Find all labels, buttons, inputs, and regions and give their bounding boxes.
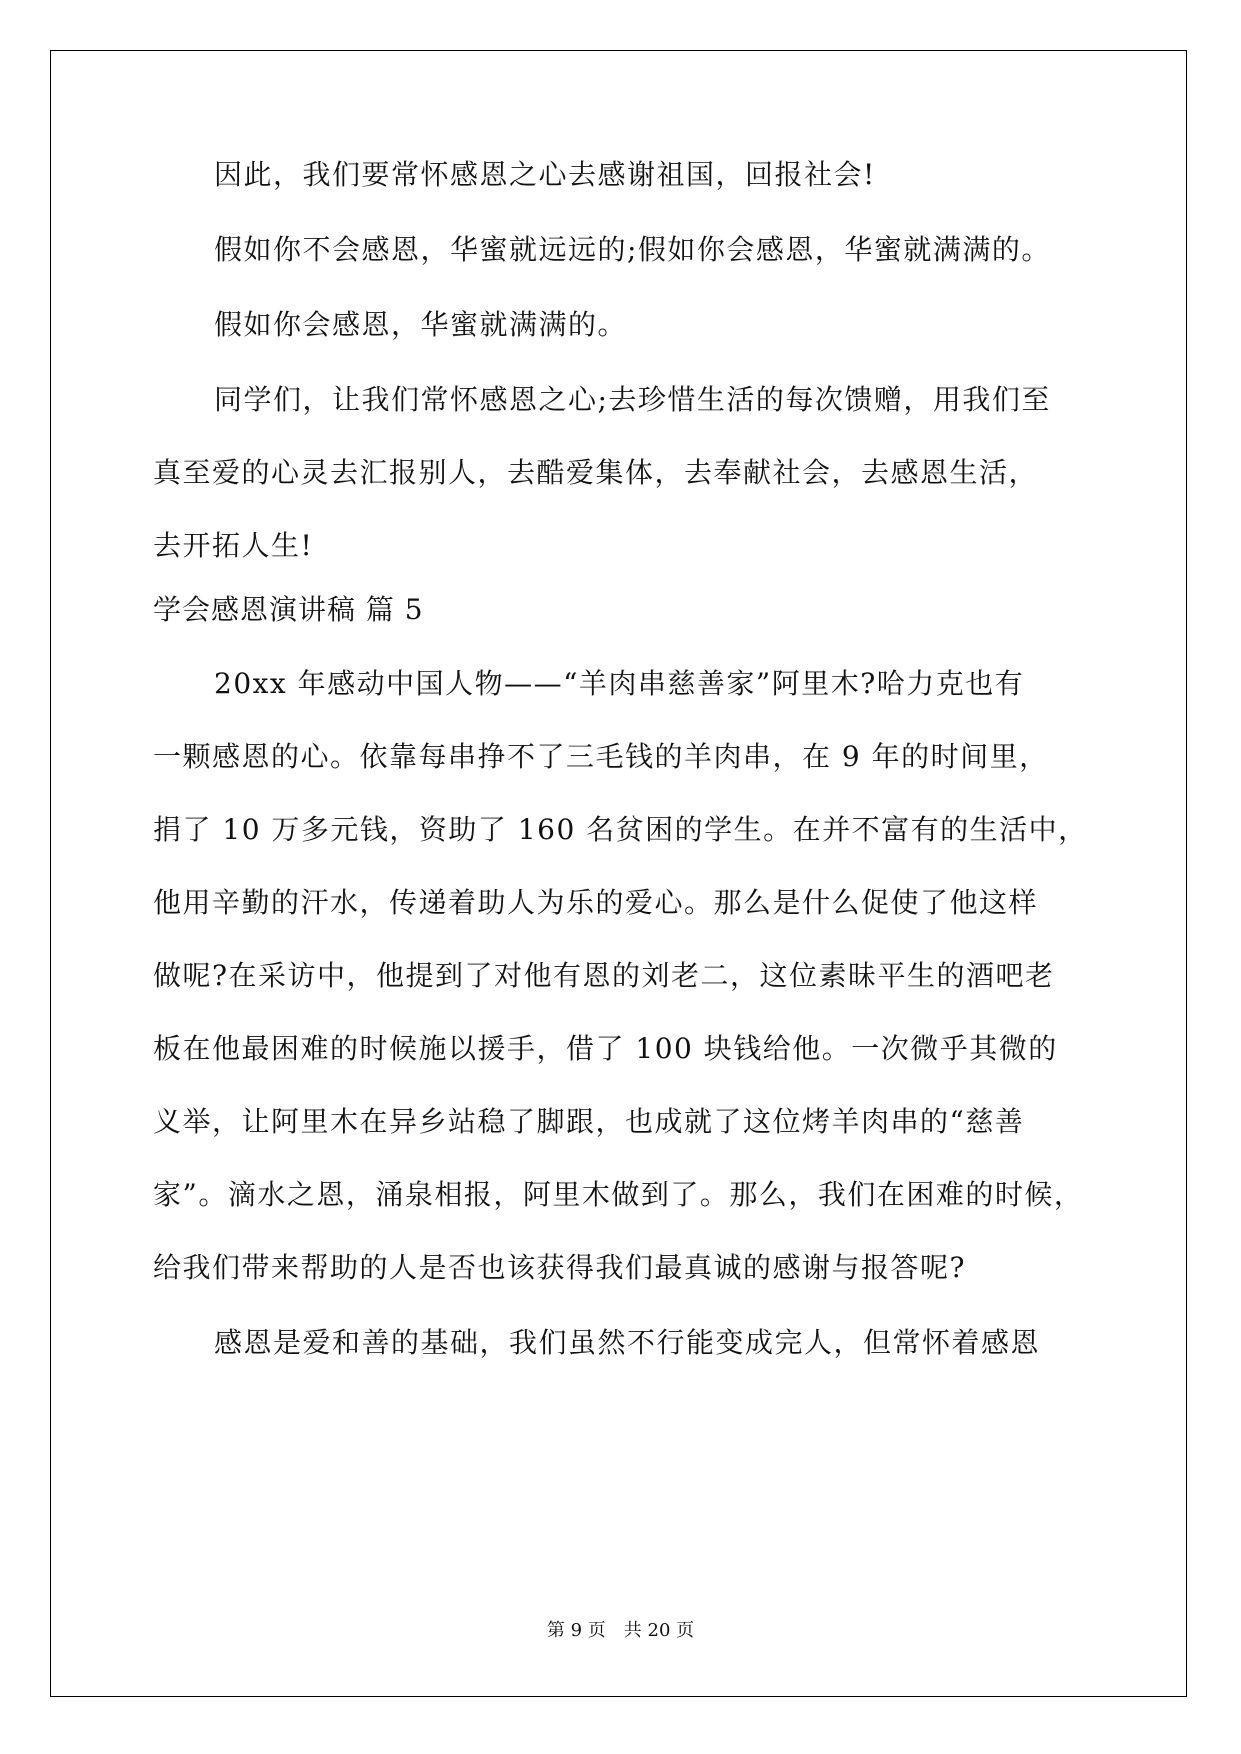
paragraph-line: 因此，我们要常怀感恩之心去感谢祖国，回报社会! [214,158,876,191]
paragraph-line: 一颗感恩的心。依靠每串挣不了三毛钱的羊肉串，在 9 年的时间里， [153,740,1049,773]
paragraph-line: 同学们，让我们常怀感恩之心;去珍惜生活的每次馈赠，用我们至 [214,383,1051,416]
paragraph-line: 感恩是爱和善的基础，我们虽然不行能变成完人，但常怀着感恩 [214,1326,1041,1359]
paragraph-line: 假如你会感恩，华蜜就满满的。 [214,308,628,341]
page-footer: 第 9 页 共 20 页 [546,1620,695,1641]
paragraph-line: 板在他最困难的时候施以援手，借了 100 块钱给他。一次微乎其微的 [153,1032,1058,1065]
paragraph-line: 去开拓人生! [153,529,314,562]
section-heading: 学会感恩演讲稿 篇 5 [153,593,424,626]
paragraph-line: 真至爱的心灵去汇报别人，去酷爱集体，去奉献社会，去感恩生活， [153,456,1039,489]
paragraph-line: 他用辛勤的汗水，传递着助人为乐的爱心。那么是什么促使了他这样 [153,886,1039,919]
paragraph-line: 义举，让阿里木在异乡站稳了脚跟，也成就了这位烤羊肉串的“慈善 [153,1105,1025,1138]
paragraph-line: 假如你不会感恩，华蜜就远远的;假如你会感恩，华蜜就满满的。 [214,233,1051,266]
paragraph-line: 家”。滴水之恩，涌泉相报，阿里木做到了。那么，我们在困难的时候， [153,1178,1084,1211]
paragraph-line: 给我们带来帮助的人是否也该获得我们最真诚的感谢与报答呢? [153,1251,967,1284]
paragraph-line: 做呢?在采访中，他提到了对他有恩的刘老二，这位素昧平生的酒吧老 [153,959,1055,992]
paragraph-line: 20xx 年感动中国人物——“羊肉串慈善家”阿里木?哈力克也有 [214,667,1025,700]
paragraph-line: 捐了 10 万多元钱，资助了 160 名贫困的学生。在并不富有的生活中， [153,813,1088,846]
